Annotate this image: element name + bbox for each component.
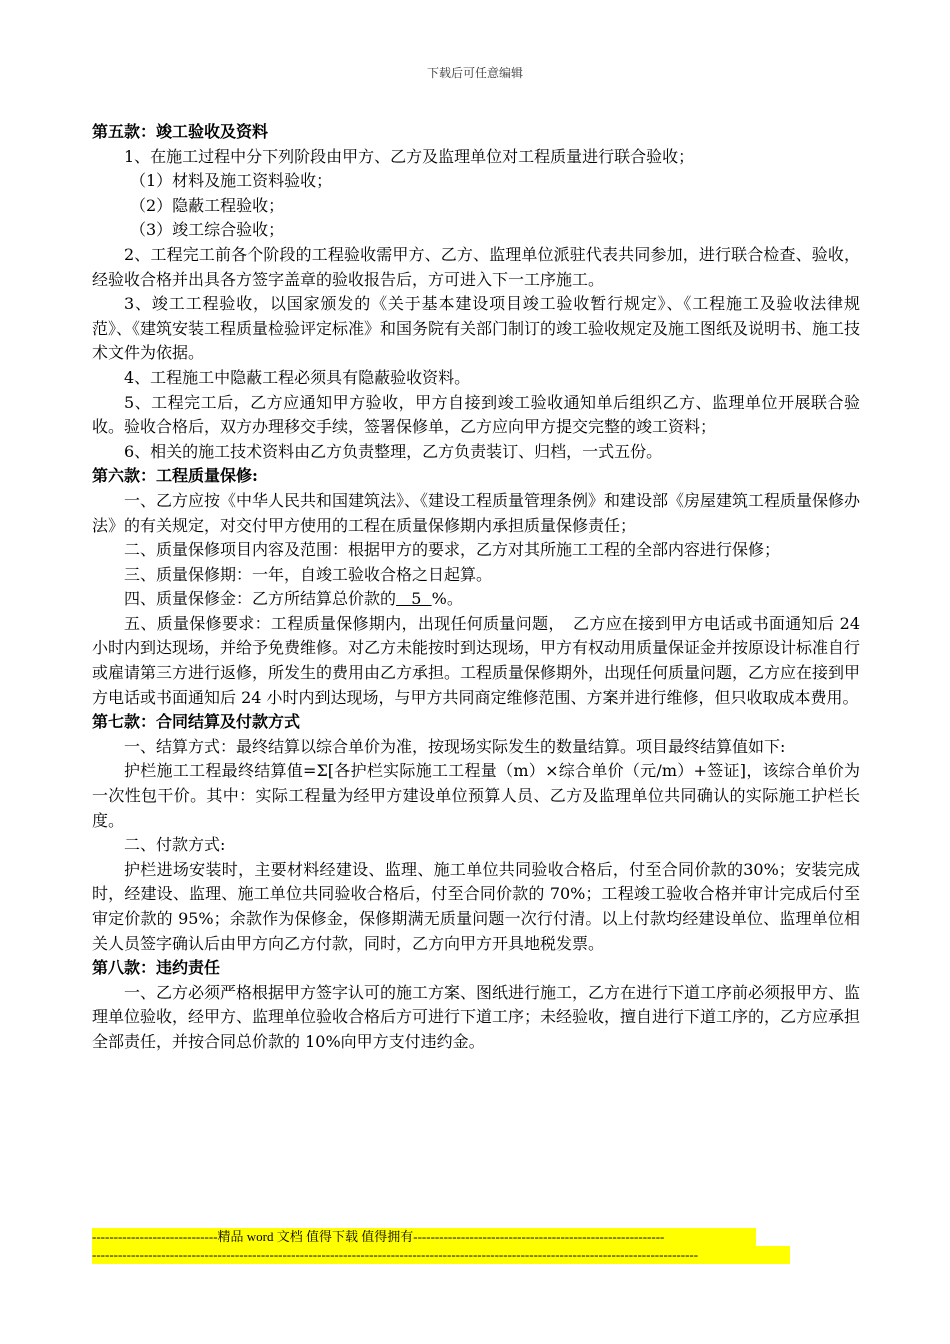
section-5-title: 第五款：竣工验收及资料 — [92, 122, 269, 141]
footer-line-1: -----------------------------精品 word 文档 值得下载 值得拥有---------------------------------------------------------- — [92, 1228, 756, 1246]
paragraph — [92, 587, 860, 612]
paragraph: 3、竣工工程验收，以国家颁发的《关于基本建设项目竣工验收暂行规定》、《工程施工及验收法律规范》、《建筑安装工程质量检验评定标准》和国务院有关部门制订的竣工验收规定及施工图纸及说明书、施工技术文件为依据。 — [92, 294, 861, 363]
warranty-percent-value: 5 — [396, 589, 432, 609]
paragraph: 6、相关的施工技术资料由乙方负责整理，乙方负责装订、归档，一式五份。 — [124, 441, 663, 461]
paragraph: 三、质量保修期：一年，自竣工验收合格之日起算。 — [124, 564, 493, 584]
list-item: （1）材料及施工资料验收； — [130, 171, 333, 191]
list-item: （2）隐蔽工程验收； — [130, 195, 285, 215]
section-8-title: 第八款：违约责任 — [92, 958, 221, 978]
paragraph: 一、乙方必须严格根据甲方签字认可的施工方案、图纸进行施工，乙方在进行下道工序前必须报甲方、监理单位验收，经甲方、监理单位验收合格后方可进行下道工序；未经验收，擅自进行下道工序的，乙方应承担全部责任，并按合同总价款的 10%向甲方支付违约金。 — [92, 982, 861, 1051]
section-6-title: 第六款：工程质量保修: — [92, 466, 258, 486]
paragraph: 5、工程完工后，乙方应通知甲方验收，甲方自接到竣工验收通知单后组织乙方、监理单位开展联合验收。验收合格后，双方办理移交手续，签署保修单，乙方应向甲方提交完整的竣工资料； — [92, 392, 860, 437]
section-7-title: 第七款：合同结算及付款方式 — [92, 712, 301, 732]
paragraph: 二、付款方式: — [124, 835, 226, 855]
page-footer — [92, 1228, 790, 1264]
paragraph: 五、质量保修要求：工程质量保修期内，出现任何质量问题， 乙方应在接到甲方电话或书面通知后 24 小时内到达现场，并给予免费维修。对乙方未能按时到达现场，甲方有权动用质量保证金并按原设计标准自行或雇请第三方进行返修，所发生的费用由乙方承担。工程质量保修期外，出现任何质量问题，乙方应在接到甲方电话或书面通知后 24 小时内到达现场，与甲方共同商定维修范围、方案并进行维修，但只收取成本费用。 — [92, 613, 861, 707]
list-item: （3）竣工综合验收； — [130, 220, 285, 240]
paragraph: 4、工程施工中隐蔽工程必须具有隐蔽验收资料。 — [124, 367, 471, 387]
footer-line-2: -------------------------------------------------------------------------------------------------------------------------------------------- — [92, 1246, 790, 1264]
paragraph: 护栏进场安装时，主要材料经建设、监理、施工单位共同验收合格后，付至合同价款的30%；安装完成时，经建设、监理、施工单位共同验收合格后，付至合同价款的 70%；工程竣工验收合格并审计完成后付至审定价款的 95%；余款作为保修金，保修期满无质量问题一次行付清。以上付款均经建设单位、监理单位相关人员签字确认后由甲方向乙方付款，同时，乙方向甲方开具地税发票。 — [92, 859, 860, 953]
paragraph: 一、结算方式：最终结算以综合单价为准，按现场实际发生的数量结算。项目最终结算值如下: — [124, 736, 786, 756]
paragraph: 二、质量保修项目内容及范围：根据甲方的要求，乙方对其所施工工程的全部内容进行保修； — [124, 540, 781, 560]
paragraph: 2、工程完工前各个阶段的工程验收需甲方、乙方、监理单位派驻代表共同参加，进行联合检查、验收，经验收合格并出具各方签字盖章的验收报告后，方可进入下一工序施工。 — [92, 244, 860, 289]
text-span: %。 — [431, 589, 463, 609]
text-span: 四、质量保修金：乙方所结算总价款的 — [124, 589, 397, 609]
paragraph: 护栏施工工程最终结算值=Σ[各护栏实际施工工程量（m）×综合单价（元/m）+签证]，该综合单价为一次性包干价。其中：实际工程量为经甲方建设单位预算人员、乙方及监理单位共同确认的实际施工护栏长度。 — [92, 761, 860, 830]
paragraph: 1、在施工过程中分下列阶段由甲方、乙方及监理单位对工程质量进行联合验收； — [124, 146, 695, 166]
paragraph: 一、乙方应按《中华人民共和国建筑法》、《建设工程质量管理条例》和建设部《房屋建筑工程质量保修办法》的有关规定，对交付甲方使用的工程在质量保修期内承担质量保修责任； — [92, 490, 861, 535]
page-header: 下载后可任意编辑 — [426, 66, 523, 80]
document-body — [92, 120, 860, 1055]
